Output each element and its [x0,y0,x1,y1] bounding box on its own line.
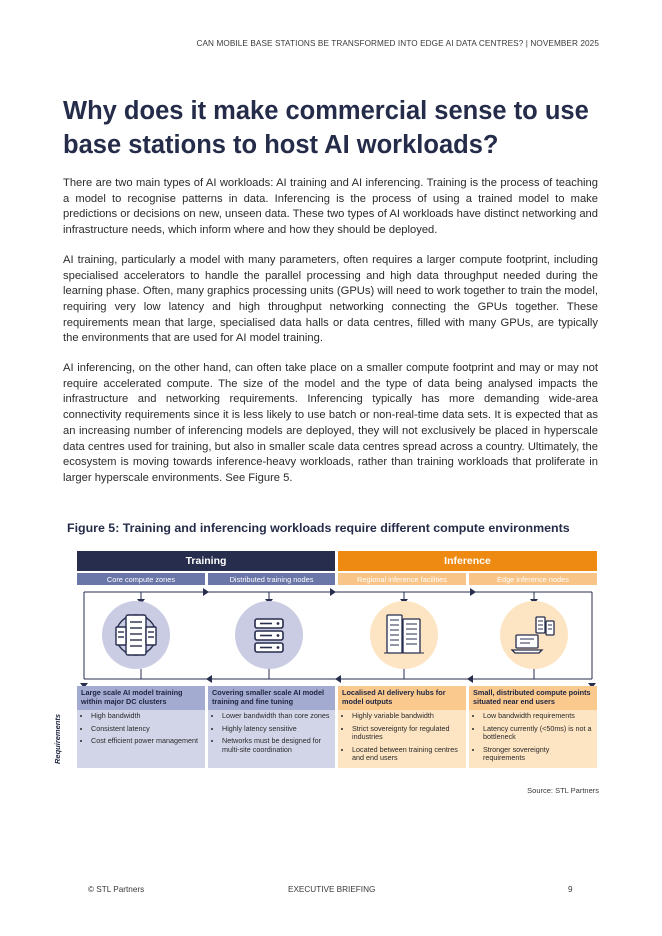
body-text [63,176,598,501]
page-number: 9 [568,885,573,894]
edge-inference-circle [500,601,568,669]
list-item: • Highly latency sensitive [222,725,331,734]
core-compute-circle [102,601,170,669]
list-item: • Strict sovereignty for regulated industries [352,725,462,742]
requirements-list-distributed [208,710,335,768]
requirements-axis-label: Requirements [53,713,62,764]
paragraph: AI training, particularly a model with many parameters, often requires a larger compute footprint, including specialised accelerators to handle the parallel processing and high data throughput needed during the learning phase. Often, many graphics processing units (GPUs) will need to work together to train the model, requiring very low latency and high throughput networking connecting the GPUs together. These requirements mean that large, specialised data halls or data centres, filled with many GPUs, are typically the environments that are used for AI model training. [63,253,598,345]
footer-document-type: EXECUTIVE BRIEFING [288,885,376,894]
figure-title: Figure 5: Training and inferencing workloads require different compute environments [67,521,570,535]
figure-source: Source: STL Partners [527,786,599,795]
server-stack-icon [235,601,303,669]
training-band: Training [77,551,335,571]
paragraph: AI inferencing, on the other hand, can often take place on a smaller compute footprint and may or may not require accelerated compute. The size of the model and the type of data being analysed impacts the infrastructure and networking requirements. Inferencing typically has more demanding wide-area connectivity requirements since it is less likely to use batch or non-real-time data sets. It is expected that as an increasing number of inferencing models are deployed, they will not exclusively be placed in hyperscale data centres used for training, but also in smaller scale data centres spread across a country. Ultimately, the ecosystem is moving towards inference-heavy workloads, rather than training workloads that proliferate in larger hyperscale environments. See Figure 5. [63,362,598,484]
inference-band: Inference [338,551,597,571]
running-header: CAN MOBILE BASE STATIONS BE TRANSFORMED INTO EDGE AI DATA CENTRES? | NOVEMBER 2025 [196,39,599,48]
distributed-training-circle [235,601,303,669]
requirements-list-regional [338,710,466,768]
list-item: • Cost efficient power management [91,737,201,746]
list-item: • Stronger sovereignty requirements [483,746,593,763]
list-item: • Highly variable bandwidth [352,712,462,721]
subheader-regional-inference: Regional inference facilities [338,573,466,585]
column-heading: Small, distributed compute points situated near end users [469,686,597,710]
page-title: Why does it make commercial sense to use base stations to host AI workloads? [63,97,589,159]
list-item: • Latency currently (<50ms) is not a bottleneck [483,725,593,742]
list-item: • Low bandwidth requirements [483,712,593,721]
list-item: • Lower bandwidth than core zones [222,712,331,721]
server-rack-cluster-icon [102,601,170,669]
requirements-list-core [77,710,205,768]
subheader-core-compute: Core compute zones [77,573,205,585]
laptop-edge-server-icon [500,601,568,669]
list-item: • Located between training centres and end users [352,746,462,763]
list-item: • Consistent latency [91,725,201,734]
server-cabinets-icon [370,601,438,669]
subheader-distributed-training: Distributed training nodes [208,573,335,585]
column-heading: Large scale AI model training within major DC clusters [77,686,205,710]
subheader-edge-inference: Edge inference nodes [469,573,597,585]
column-heading: Covering smaller scale AI model training and fine tuning [208,686,335,710]
list-item: • Networks must be designed for multi-site coordination [222,737,331,754]
column-heading: Localised AI delivery hubs for model outputs [338,686,466,710]
regional-inference-circle [370,601,438,669]
list-item: • High bandwidth [91,712,201,721]
requirements-list-edge [469,710,597,768]
footer-copyright: © STL Partners [88,885,145,894]
paragraph: There are two main types of AI workloads: AI training and AI inferencing. Training is the process of teaching a model to recognise patterns in data. Inferencing is the process of using a trained model to make predictions or decisions on new, unseen data. These two types of AI workloads have distinct networking and infrastructure needs, which inform where and how they should be deployed. [63,177,598,237]
